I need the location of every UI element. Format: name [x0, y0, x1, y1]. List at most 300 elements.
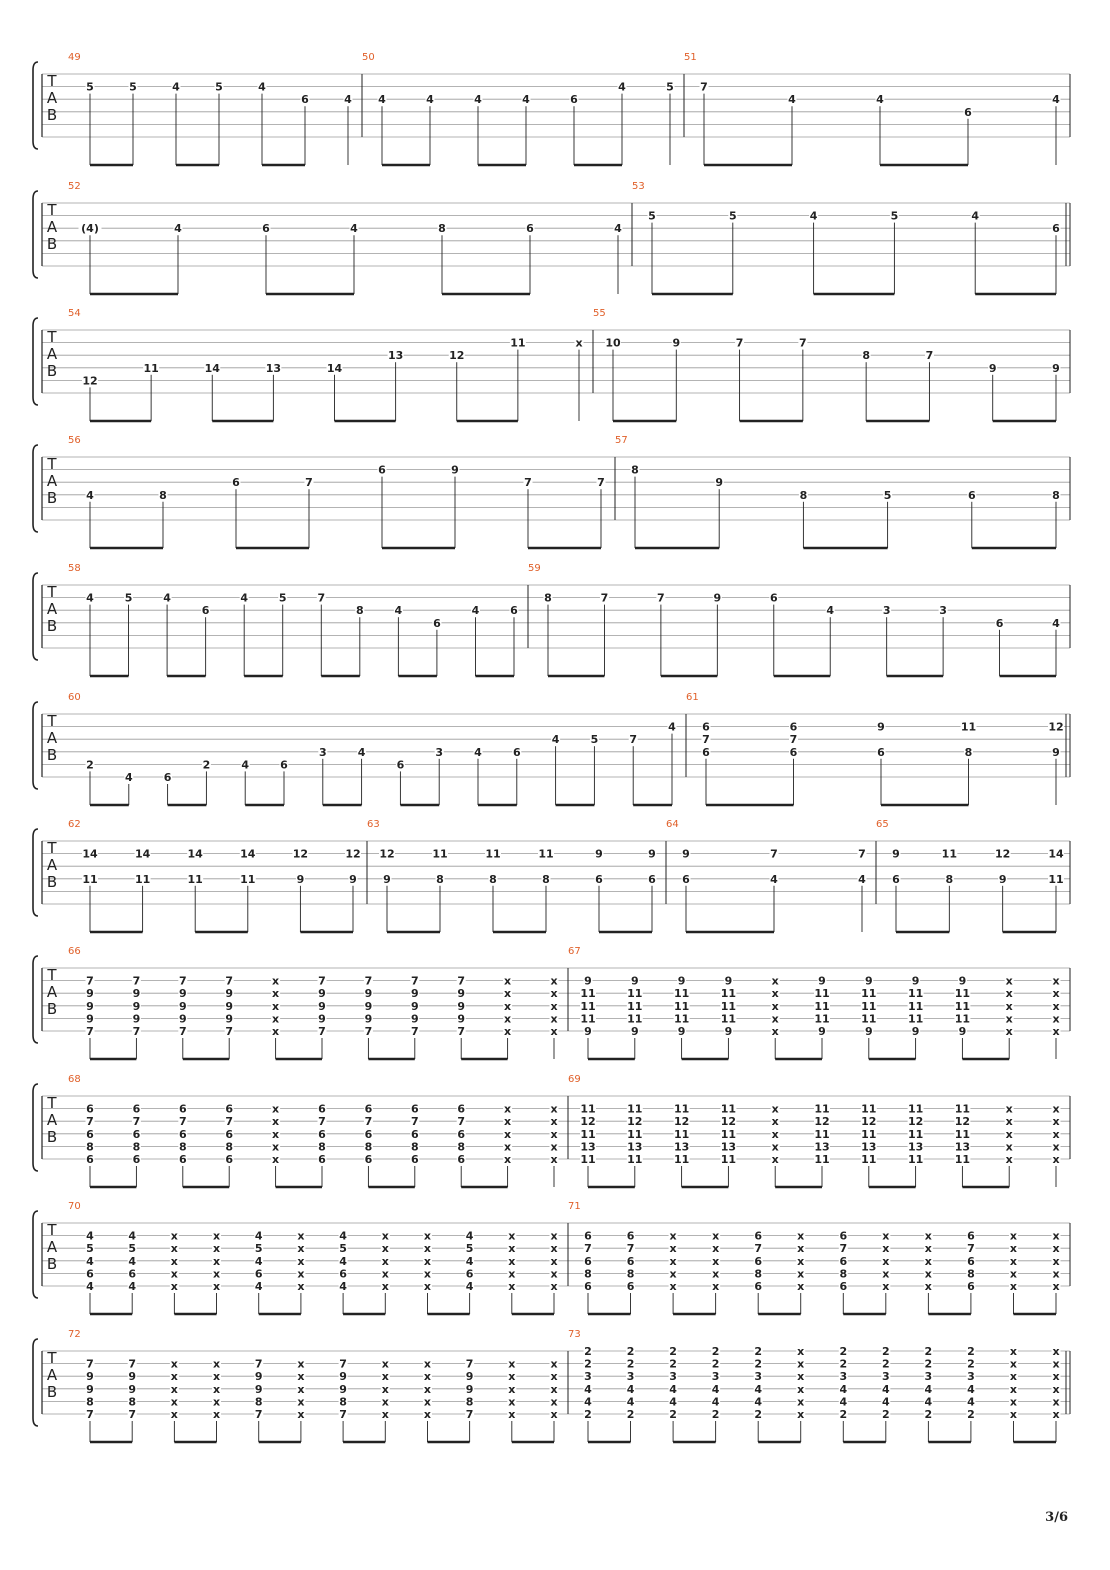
fret-number: 6: [132, 1153, 141, 1166]
fret-number: x: [381, 1408, 389, 1421]
fret-number: 4: [668, 720, 676, 734]
fret-number: x: [423, 1382, 432, 1396]
fret-number: 11: [580, 1127, 596, 1141]
fret-number: 4: [584, 1382, 592, 1396]
fret-number: x: [712, 1229, 720, 1243]
tab-clef-letter: B: [46, 106, 58, 124]
fret-number: 9: [998, 872, 1007, 886]
fret-number: 6: [86, 1102, 94, 1116]
fret-number: 11: [538, 847, 554, 861]
fret-number: 7: [735, 336, 744, 350]
fret-number: x: [882, 1229, 890, 1243]
fret-number: x: [504, 1127, 512, 1141]
fret-number: x: [1052, 1280, 1060, 1293]
fret-number: 11: [673, 1102, 690, 1116]
fret-number: 8: [465, 1395, 474, 1409]
fret-number: 9: [86, 1012, 94, 1026]
fret-number: 11: [814, 1102, 830, 1116]
measure-number: 71: [568, 1201, 581, 1212]
fret-number: 3: [711, 1370, 720, 1384]
fret-number: 6: [584, 1229, 592, 1243]
fret-number: 6: [648, 872, 656, 886]
fret-number: x: [1005, 1140, 1013, 1154]
fret-number: 4: [426, 93, 434, 107]
tab-clef-letter: B: [46, 746, 58, 764]
fret-number: x: [1052, 1115, 1060, 1129]
fret-number: x: [508, 1242, 516, 1256]
fret-number: 11: [627, 1127, 643, 1141]
fret-number: x: [550, 1012, 558, 1026]
fret-number: 13: [580, 1140, 596, 1154]
fret-number: x: [272, 1025, 280, 1038]
fret-number: 11: [861, 1012, 877, 1026]
fret-number: 4: [163, 591, 171, 605]
fret-number: 2: [754, 1345, 763, 1358]
fret-number: x: [508, 1395, 516, 1409]
fret-number: x: [1052, 1345, 1060, 1358]
fret-number: 2: [669, 1345, 677, 1358]
measure-number: 68: [68, 1074, 81, 1085]
fret-number: x: [550, 1102, 558, 1116]
fret-number: 13: [907, 1140, 924, 1154]
fret-number: 11: [954, 987, 971, 1001]
fret-number: 12: [907, 1115, 924, 1129]
fret-number: 6: [967, 1254, 975, 1268]
fret-number: x: [381, 1382, 389, 1396]
fret-number: x: [170, 1229, 178, 1243]
fret-number: 4: [881, 1395, 890, 1409]
fret-number: x: [1052, 1395, 1060, 1409]
system-bracket: [33, 1339, 38, 1426]
fret-number: 2: [754, 1357, 763, 1371]
fret-number: 6: [789, 745, 798, 759]
fret-number: 7: [178, 974, 187, 988]
fret-number: 4: [711, 1395, 720, 1409]
fret-number: 6: [595, 872, 603, 886]
fret-number: 9: [410, 999, 419, 1013]
fret-number: 11: [673, 1153, 690, 1166]
fret-number: 9: [339, 1370, 347, 1384]
fret-number: x: [797, 1229, 805, 1243]
fret-number: x: [1052, 1242, 1060, 1256]
fret-number: 8: [584, 1267, 592, 1281]
fret-number: x: [712, 1254, 720, 1268]
fret-number: 2: [924, 1357, 933, 1371]
fret-number: 9: [988, 361, 997, 375]
fret-number: 11: [240, 872, 256, 886]
fret-number: 4: [967, 1382, 975, 1396]
fret-number: x: [550, 1242, 558, 1256]
measure-number: 73: [568, 1329, 581, 1340]
fret-number: x: [1009, 1229, 1018, 1243]
fret-number: 12: [954, 1115, 971, 1129]
fret-number: 8: [254, 1395, 263, 1409]
fret-number: 9: [410, 987, 419, 1001]
fret-number: 3: [318, 745, 327, 759]
fret-number: 3: [626, 1370, 635, 1384]
fret-number: 6: [132, 1127, 141, 1141]
fret-number: 7: [317, 591, 326, 605]
fret-number: 12: [292, 847, 309, 861]
fret-number: x: [1005, 1025, 1013, 1038]
fret-number: x: [212, 1408, 221, 1421]
fret-number: 8: [544, 591, 552, 605]
tab-clef-letter: A: [46, 983, 58, 1001]
fret-number: x: [550, 1115, 558, 1129]
fret-number: 4: [128, 1229, 137, 1243]
fret-number: 2: [669, 1408, 677, 1421]
fret-number: 4: [86, 591, 94, 605]
fret-number: 8: [159, 488, 167, 502]
fret-number: 4: [858, 872, 866, 886]
fret-number: 6: [754, 1280, 763, 1293]
fret-number: x: [423, 1254, 432, 1268]
fret-number: 11: [861, 987, 877, 1001]
fret-number: 4: [788, 93, 796, 107]
fret-number: x: [170, 1242, 178, 1256]
fret-number: 8: [132, 1140, 141, 1154]
fret-number: 8: [839, 1267, 848, 1281]
fret-number: 12: [449, 349, 465, 363]
fret-number: 11: [1048, 872, 1064, 886]
fret-number: x: [1009, 1280, 1018, 1293]
fret-number: x: [297, 1395, 305, 1409]
fret-number: x: [1009, 1357, 1018, 1371]
fret-number: x: [1052, 999, 1060, 1013]
fret-number: 5: [86, 1242, 94, 1256]
fret-number: 11: [580, 999, 596, 1013]
fret-number: 7: [600, 591, 609, 605]
fret-number: x: [712, 1280, 720, 1293]
fret-number: 4: [240, 591, 249, 605]
fret-number: x: [212, 1242, 221, 1256]
system-bracket: [33, 1084, 38, 1171]
fret-number: x: [381, 1267, 389, 1281]
fret-number: 4: [124, 771, 133, 784]
fret-number: 9: [132, 1012, 141, 1026]
fret-number: 9: [128, 1370, 137, 1384]
fret-number: x: [771, 1102, 779, 1116]
fret-number: x: [771, 1115, 779, 1129]
fret-number: 7: [254, 1408, 263, 1421]
fret-number: 11: [861, 1102, 877, 1116]
fret-number: 11: [627, 987, 643, 1001]
fret-number: x: [550, 1229, 558, 1243]
fret-number: 9: [225, 987, 234, 1001]
fret-number: x: [882, 1242, 890, 1256]
fret-number: 4: [128, 1254, 137, 1268]
fret-number: 9: [225, 999, 234, 1013]
tab-clef-letter: B: [46, 1128, 58, 1146]
fret-number: 6: [364, 1127, 373, 1141]
fret-number: 8: [225, 1140, 234, 1154]
fret-number: 7: [789, 733, 798, 747]
fret-number: x: [1009, 1267, 1018, 1281]
fret-number: 11: [580, 1153, 596, 1166]
measure-number: 62: [68, 819, 81, 830]
fret-number: 6: [465, 1267, 474, 1281]
fret-number: 11: [954, 1127, 971, 1141]
fret-number: 11: [814, 1127, 830, 1141]
system-bracket: [33, 191, 38, 278]
fret-number: 7: [524, 476, 532, 490]
tab-clef-letter: B: [46, 1255, 58, 1273]
fret-number: 9: [584, 1025, 592, 1038]
fret-number: x: [508, 1357, 516, 1371]
fret-number: 11: [941, 847, 957, 861]
measure-number: 63: [367, 819, 380, 830]
fret-number: 8: [355, 604, 364, 618]
fret-number: 9: [724, 1025, 733, 1038]
fret-number: x: [797, 1242, 805, 1256]
fret-number: x: [797, 1395, 805, 1409]
fret-number: 4: [618, 80, 626, 94]
fret-number: x: [797, 1408, 805, 1421]
fret-number: x: [924, 1267, 932, 1281]
fret-number: 4: [669, 1382, 677, 1396]
fret-number: 14: [187, 847, 203, 861]
fret-number: 9: [818, 974, 826, 988]
fret-number: 6: [570, 93, 578, 107]
fret-number: 12: [82, 374, 98, 388]
fret-number: 6: [877, 745, 885, 759]
fret-number: 8: [754, 1267, 763, 1281]
fret-number: (4): [81, 222, 99, 236]
fret-number: x: [797, 1370, 805, 1384]
fret-number: 14: [240, 847, 256, 861]
fret-number: 11: [814, 1153, 830, 1166]
fret-number: 11: [907, 1012, 924, 1026]
fret-number: x: [381, 1357, 389, 1371]
fret-number: 7: [839, 1242, 848, 1256]
fret-number: x: [297, 1382, 305, 1396]
fret-number: 11: [143, 361, 159, 375]
fret-number: 11: [580, 1102, 596, 1116]
fret-number: 11: [432, 847, 448, 861]
fret-number: 6: [178, 1127, 187, 1141]
measure-number: 70: [68, 1201, 81, 1212]
fret-number: x: [771, 999, 779, 1013]
system-bracket: [33, 1211, 38, 1298]
fret-number: x: [170, 1267, 178, 1281]
fret-number: x: [381, 1254, 389, 1268]
fret-number: 4: [394, 604, 403, 618]
fret-number: x: [170, 1382, 178, 1396]
tab-clef-letter: T: [47, 328, 57, 346]
fret-number: 13: [814, 1140, 830, 1154]
measure-number: 56: [68, 435, 81, 446]
fret-number: x: [504, 1102, 512, 1116]
fret-number: 4: [626, 1395, 635, 1409]
fret-number: 7: [318, 974, 326, 988]
fret-number: 13: [954, 1140, 971, 1154]
fret-number: 14: [326, 361, 343, 375]
fret-number: x: [504, 1140, 512, 1154]
fret-number: 13: [861, 1140, 877, 1154]
tab-clef-letter: T: [47, 1349, 57, 1367]
tab-system: [33, 563, 1070, 676]
fret-number: x: [797, 1280, 805, 1293]
fret-number: 6: [839, 1280, 848, 1293]
tab-clef-letter: B: [46, 873, 58, 891]
fret-number: 6: [128, 1267, 137, 1281]
fret-number: x: [297, 1254, 305, 1268]
fret-number: 11: [673, 999, 690, 1013]
fret-number: 11: [954, 999, 971, 1013]
fret-number: 5: [215, 80, 223, 94]
fret-number: 11: [580, 1012, 596, 1026]
fret-number: 4: [174, 222, 182, 236]
fret-number: 5: [278, 591, 287, 605]
fret-number: x: [1052, 1229, 1060, 1243]
fret-number: 8: [542, 872, 550, 886]
fret-number: 6: [132, 1102, 141, 1116]
fret-number: 7: [702, 733, 710, 747]
tab-system: [33, 1201, 1070, 1314]
fret-number: 11: [627, 1012, 643, 1026]
fret-number: 5: [728, 209, 737, 223]
tab-system: [33, 946, 1070, 1059]
fret-number: 11: [720, 1102, 737, 1116]
fret-number: x: [882, 1254, 890, 1268]
fret-number: 8: [626, 1267, 635, 1281]
fret-number: 6: [626, 1280, 635, 1293]
tab-clef-letter: T: [47, 1221, 57, 1239]
fret-number: 13: [673, 1140, 690, 1154]
fret-number: x: [771, 1127, 779, 1141]
fret-number: 7: [364, 1115, 373, 1129]
fret-number: 12: [580, 1115, 596, 1129]
fret-number: x: [550, 1382, 558, 1396]
fret-number: x: [381, 1229, 389, 1243]
fret-number: 11: [954, 1153, 971, 1166]
fret-number: x: [504, 1153, 512, 1166]
fret-number: 6: [318, 1127, 326, 1141]
fret-number: x: [170, 1395, 178, 1409]
fret-number: 2: [202, 758, 211, 772]
fret-number: 13: [627, 1140, 643, 1154]
fret-number: 9: [318, 999, 326, 1013]
fret-number: x: [797, 1357, 805, 1371]
fret-number: 7: [465, 1408, 474, 1421]
tab-clef-letter: A: [46, 1238, 58, 1256]
fret-number: x: [550, 1254, 558, 1268]
fret-number: 8: [862, 349, 870, 363]
measure-number: 49: [68, 52, 81, 63]
fret-number: x: [170, 1370, 178, 1384]
fret-number: 6: [163, 771, 172, 784]
fret-number: x: [669, 1242, 677, 1256]
fret-number: x: [504, 1115, 512, 1129]
tab-clef-letter: B: [46, 235, 58, 253]
fret-number: 9: [457, 1012, 466, 1026]
fret-number: 11: [627, 1102, 643, 1116]
fret-number: 11: [814, 1012, 830, 1026]
fret-number: 8: [128, 1395, 137, 1409]
fret-number: 6: [225, 1127, 234, 1141]
fret-number: x: [423, 1395, 432, 1409]
fret-number: 6: [364, 1153, 373, 1166]
fret-number: 14: [204, 361, 220, 375]
fret-number: x: [1052, 1408, 1060, 1421]
fret-number: 7: [86, 1025, 94, 1038]
fret-number: 4: [465, 1254, 474, 1268]
fret-number: 12: [627, 1115, 643, 1129]
fret-number: 6: [178, 1102, 187, 1116]
fret-number: 9: [178, 987, 187, 1001]
fret-number: 4: [378, 93, 386, 107]
measure-number: 59: [528, 563, 541, 574]
fret-number: 9: [296, 872, 305, 886]
fret-number: x: [550, 1357, 558, 1371]
fret-number: 4: [754, 1382, 763, 1396]
fret-number: 7: [305, 476, 313, 490]
fret-number: 7: [254, 1357, 263, 1371]
tab-clef-letter: A: [46, 218, 58, 236]
fret-number: x: [882, 1280, 890, 1293]
fret-number: 4: [86, 488, 94, 502]
fret-number: 14: [1048, 847, 1064, 861]
fret-number: 9: [864, 974, 873, 988]
fret-number: 2: [584, 1345, 592, 1358]
fret-number: 4: [809, 209, 818, 223]
fret-number: 6: [457, 1102, 466, 1116]
fret-number: x: [423, 1280, 432, 1293]
fret-number: 6: [702, 745, 710, 759]
fret-number: 9: [677, 974, 686, 988]
fret-number: 11: [720, 1153, 737, 1166]
fret-number: 7: [770, 847, 778, 861]
fret-number: x: [504, 974, 512, 988]
fret-number: 7: [318, 1115, 326, 1129]
fret-number: 11: [861, 1153, 877, 1166]
measure-number: 51: [684, 52, 697, 63]
fret-number: 8: [410, 1140, 419, 1154]
fret-number: 7: [132, 974, 141, 988]
fret-number: x: [297, 1280, 305, 1293]
fret-number: 6: [964, 105, 972, 119]
fret-number: 3: [669, 1370, 677, 1384]
fret-number: 9: [818, 1025, 826, 1038]
fret-number: 9: [677, 1025, 686, 1038]
fret-number: 6: [225, 1153, 234, 1166]
fret-number: 5: [86, 80, 94, 94]
fret-number: 11: [627, 999, 643, 1013]
tab-clef-letter: T: [47, 966, 57, 984]
measure-number: 66: [68, 946, 81, 957]
fret-number: x: [771, 1012, 779, 1026]
fret-number: 6: [584, 1280, 592, 1293]
fret-number: 6: [225, 1102, 234, 1116]
fret-number: 7: [86, 1357, 94, 1371]
fret-number: 6: [510, 604, 518, 618]
fret-number: x: [1005, 974, 1013, 988]
tab-system: [33, 308, 1070, 421]
fret-number: x: [1005, 1012, 1013, 1026]
fret-number: 6: [967, 488, 976, 502]
fret-number: 7: [410, 1115, 419, 1129]
fret-number: 2: [839, 1357, 848, 1371]
fret-number: 3: [754, 1370, 763, 1384]
fret-number: 8: [799, 488, 808, 502]
fret-number: 10: [605, 336, 621, 350]
fret-number: 7: [128, 1408, 137, 1421]
fret-number: 3: [839, 1370, 848, 1384]
fret-number: x: [550, 999, 558, 1013]
fret-number: x: [550, 1127, 558, 1141]
fret-number: 2: [669, 1357, 677, 1371]
fret-number: x: [504, 1025, 512, 1038]
